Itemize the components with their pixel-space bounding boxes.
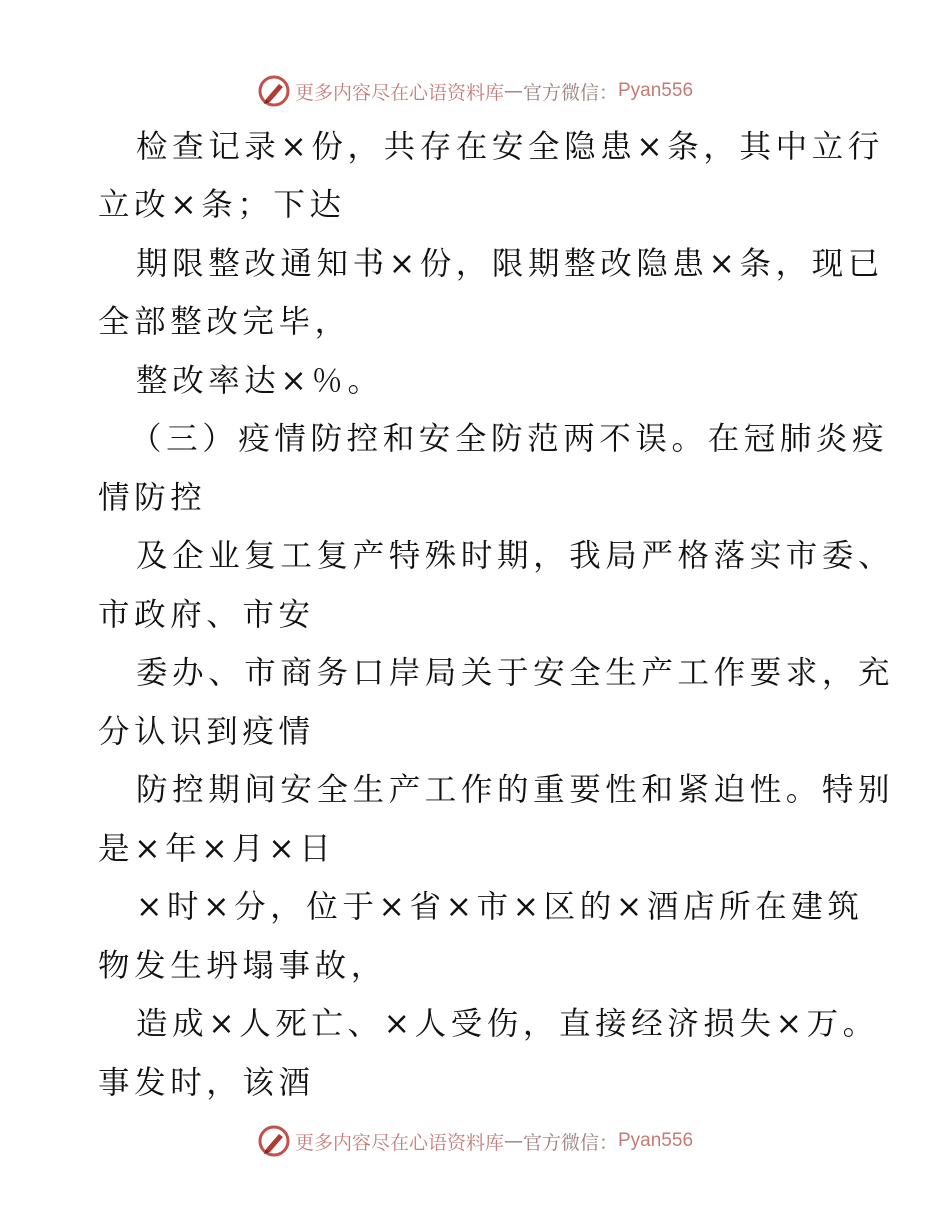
text-line: 分认识到疫情 xyxy=(98,714,315,750)
text-line: 造成×人死亡、×人受伤，直接经济损失×万。 xyxy=(136,1006,879,1042)
watermark-dash: — xyxy=(503,80,523,102)
text-line: 市政府、市安 xyxy=(98,597,315,633)
text-line: 委办、市商务口岸局关于安全生产工作要求，充 xyxy=(136,655,895,691)
watermark-main-text: 更多内容尽在心语资料库 xyxy=(294,81,504,104)
pen-logo-icon xyxy=(257,74,291,108)
text-line: 立改×条；下达 xyxy=(98,187,346,223)
text-line: 是×年×月×日 xyxy=(98,831,336,867)
text-line: 事发时，该酒 xyxy=(98,1065,315,1101)
watermark-sub-text: 官方微信： xyxy=(522,81,618,104)
text-line: 全部整改完毕， xyxy=(98,304,351,340)
pen-logo-icon xyxy=(257,1124,291,1158)
watermark-id: Pyan556 xyxy=(618,1130,694,1151)
text-line: 整改率达×％。 xyxy=(136,363,384,399)
text-line: 期限整改通知书×份，限期整改隐患×条，现已 xyxy=(136,246,884,282)
watermark-main-text: 更多内容尽在心语资料库 xyxy=(294,1131,504,1154)
watermark-sub-text: 官方微信： xyxy=(522,1131,618,1154)
text-line: 及企业复工复产特殊时期，我局严格落实市委、 xyxy=(136,538,895,574)
text-line: ×时×分，位于×省×市×区的×酒店所在建筑 xyxy=(136,889,864,925)
text-line: 情防控 xyxy=(98,480,207,516)
text-line: （三）疫情防控和安全防范两不误。在冠肺炎疫 xyxy=(130,421,889,457)
header-watermark xyxy=(0,71,950,111)
text-line: 物发生坍塌事故， xyxy=(98,948,387,984)
watermark-id: Pyan556 xyxy=(618,80,694,101)
watermark-dash: — xyxy=(503,1130,523,1152)
text-line: 检查记录×份，共存在安全隐患×条，其中立行 xyxy=(136,129,884,165)
footer-watermark xyxy=(0,1121,950,1161)
text-line: 防控期间安全生产工作的重要性和紧迫性。特别 xyxy=(136,772,895,808)
